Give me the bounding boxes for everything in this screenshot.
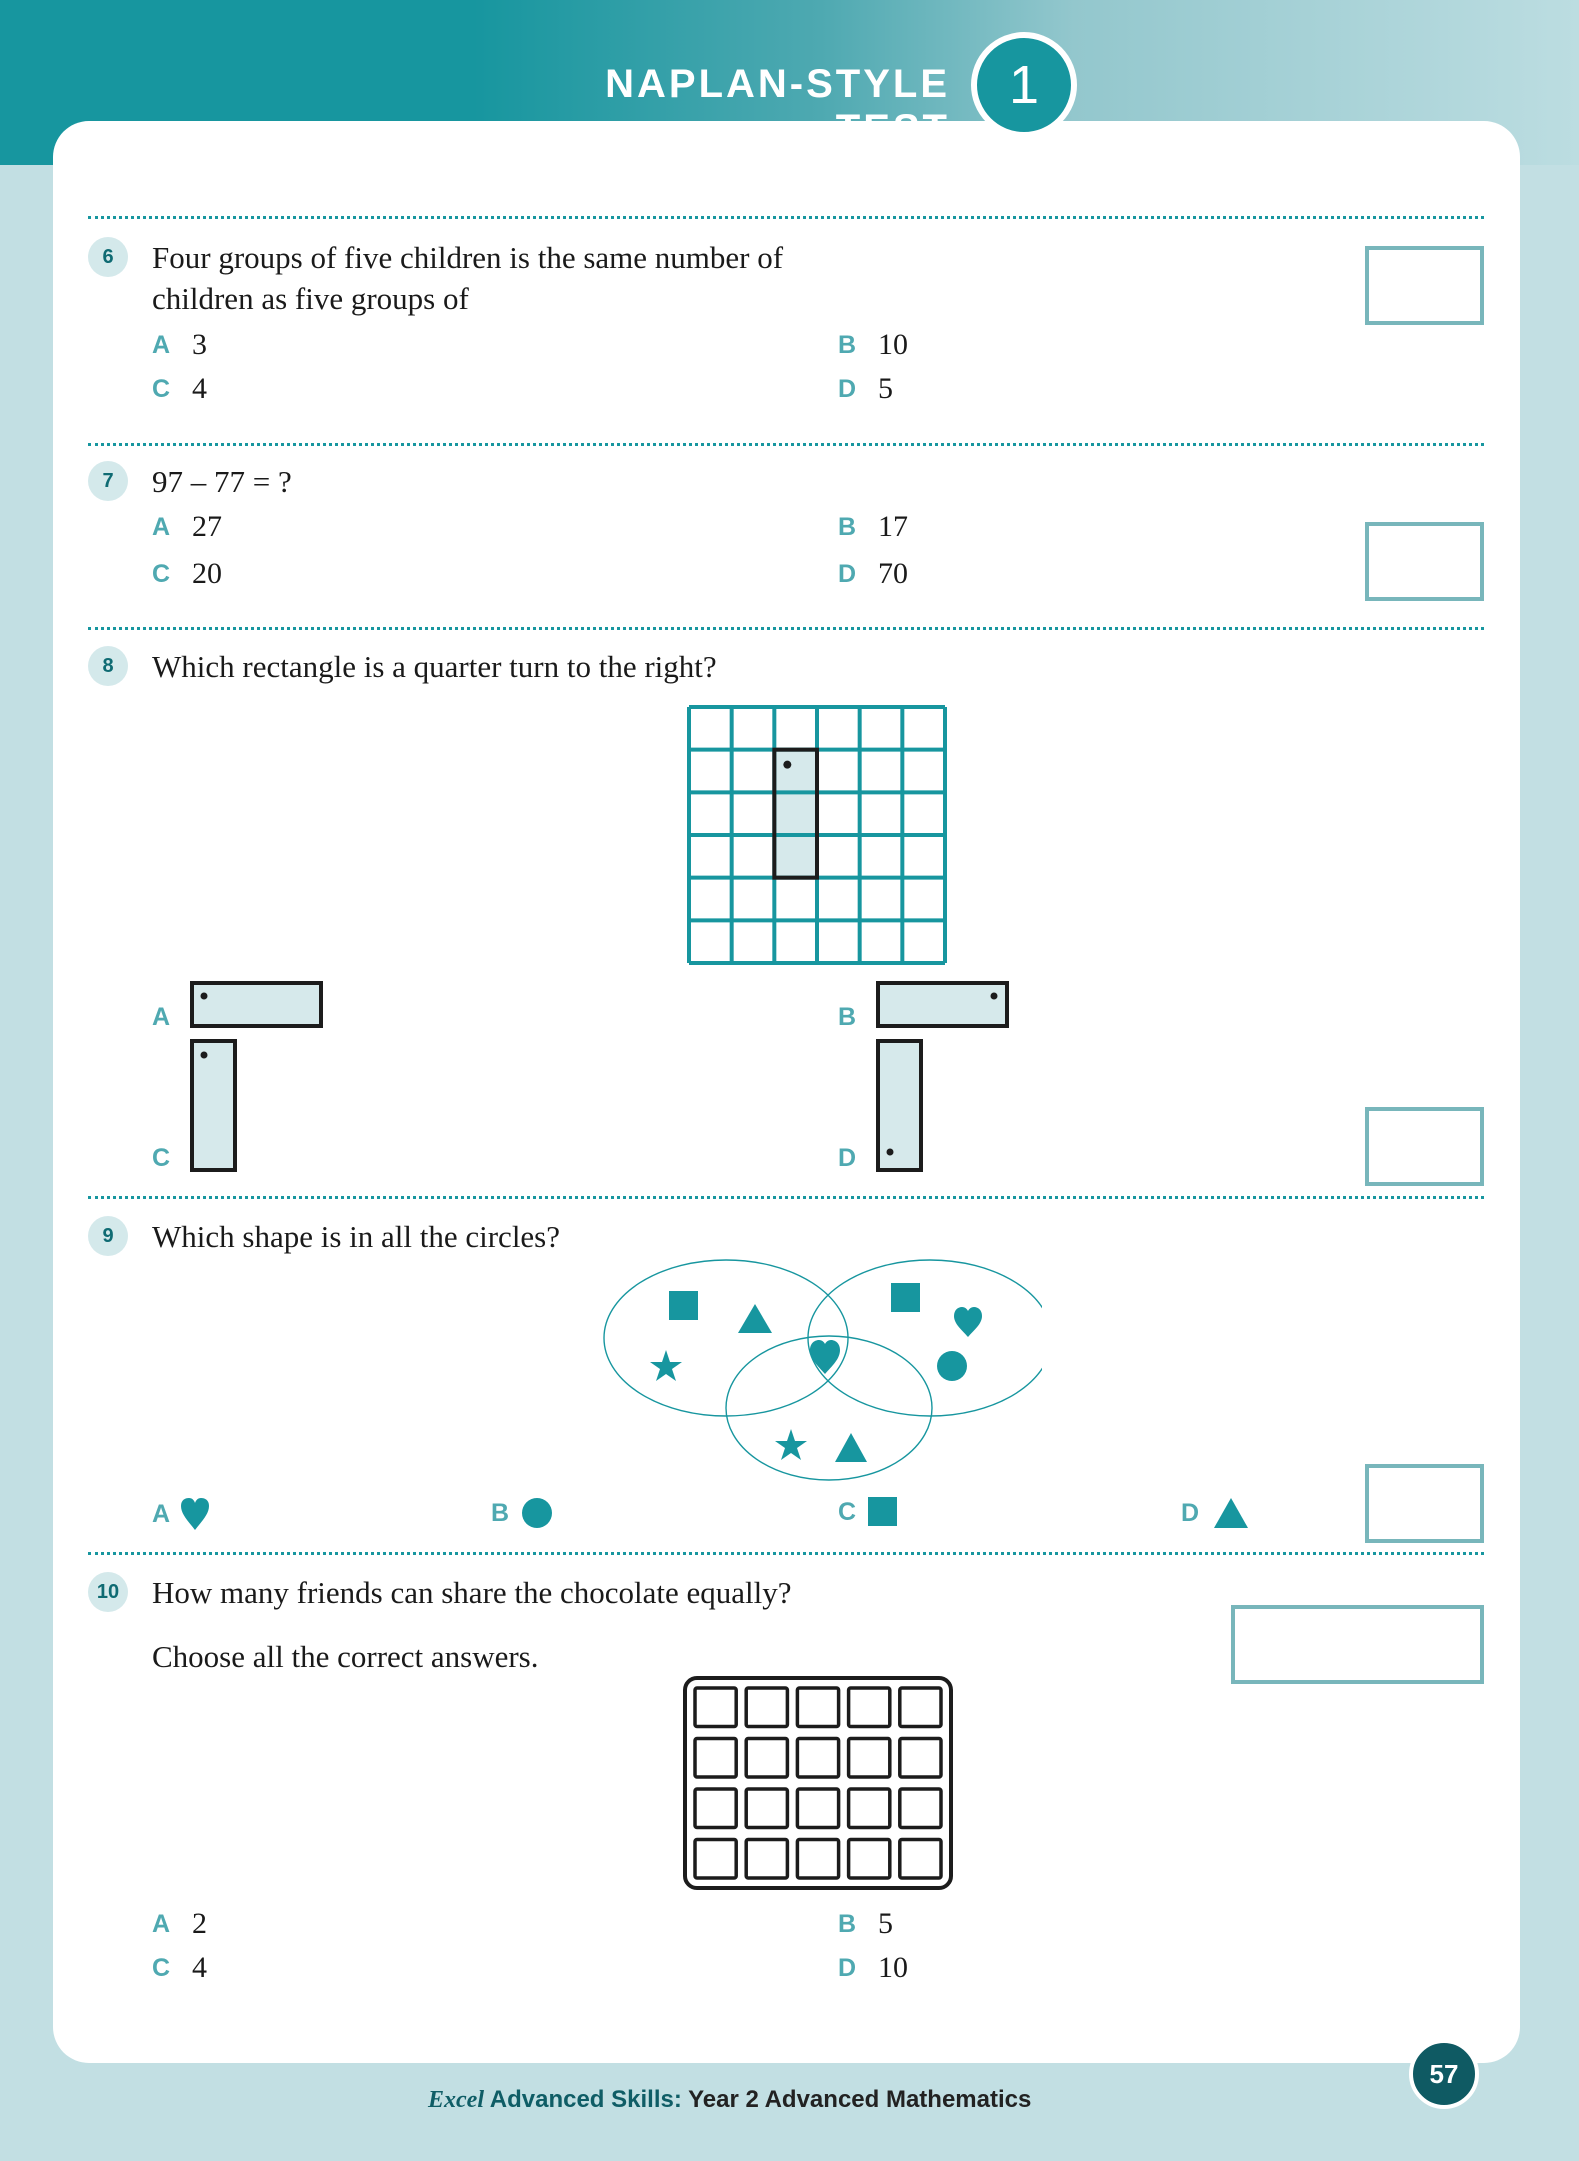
q8-option-b-rectangle[interactable] xyxy=(876,981,1010,1029)
option-letter: B xyxy=(491,1498,510,1527)
q8-option-c-rectangle[interactable] xyxy=(190,1039,238,1173)
venn-diagram xyxy=(590,1258,1042,1484)
grid-rectangle xyxy=(774,750,817,878)
option-value: 5 xyxy=(878,372,893,405)
heart-icon xyxy=(180,1497,210,1531)
question-number-9: 9 xyxy=(88,1216,128,1256)
option-letter: D xyxy=(838,559,857,588)
q7-option-d[interactable] xyxy=(838,557,908,591)
option-letter: D xyxy=(838,1144,857,1172)
option-letter: B xyxy=(838,512,857,541)
option-value: 4 xyxy=(192,1951,207,1984)
footer-series: Advanced Skills: xyxy=(489,2086,682,2113)
divider xyxy=(88,443,1484,446)
option-value: 4 xyxy=(192,372,207,405)
question-10-instruction: Choose all the correct answers. xyxy=(152,1639,539,1674)
venn-circle-right xyxy=(808,1260,1042,1416)
q7-option-a[interactable] xyxy=(152,510,222,544)
star-icon xyxy=(650,1350,682,1381)
q7-option-b[interactable] xyxy=(838,510,908,544)
rectangle-dot xyxy=(201,1052,208,1059)
q10-option-a[interactable] xyxy=(152,1907,207,1941)
option-letter: A xyxy=(152,1909,171,1938)
venn-circle-left xyxy=(604,1260,848,1416)
answer-box-8[interactable] xyxy=(1365,1107,1484,1186)
q10-option-b[interactable] xyxy=(838,1907,893,1941)
star-icon xyxy=(775,1429,807,1460)
option-letter: B xyxy=(838,1909,857,1938)
option-letter: C xyxy=(152,559,171,588)
option-value: 10 xyxy=(878,328,908,361)
question-number-7: 7 xyxy=(88,461,128,501)
q9-option-c[interactable] xyxy=(838,1497,898,1527)
question-6-text xyxy=(152,237,783,319)
option-letter: D xyxy=(838,374,857,403)
option-letter: C xyxy=(152,374,171,403)
circle-icon xyxy=(521,1497,553,1529)
footer-title: Year 2 Advanced Mathematics xyxy=(688,2086,1032,2113)
question-number-6: 6 xyxy=(88,237,128,277)
circle-icon xyxy=(937,1351,967,1381)
option-letter: A xyxy=(152,330,171,359)
q6-option-c[interactable] xyxy=(152,372,207,406)
triangle-icon xyxy=(738,1304,772,1333)
question-6-line2: children as five groups of xyxy=(152,281,469,316)
option-value: 17 xyxy=(878,510,908,543)
rectangle-dot xyxy=(783,761,791,769)
question-number-8: 8 xyxy=(88,646,128,686)
triangle-icon xyxy=(835,1433,867,1462)
chocolate-outline xyxy=(685,1678,951,1888)
rotation-grid xyxy=(686,704,948,966)
q9-option-a[interactable] xyxy=(152,1497,210,1531)
square-icon xyxy=(669,1291,698,1320)
option-letter: C xyxy=(152,1144,171,1172)
option-value: 3 xyxy=(192,328,207,361)
answer-box-6[interactable] xyxy=(1365,246,1484,325)
test-number-badge: 1 xyxy=(971,32,1077,138)
option-value: 10 xyxy=(878,1951,908,1984)
divider xyxy=(88,216,1484,219)
divider xyxy=(88,1552,1484,1555)
question-7-text: 97 – 77 = ? xyxy=(152,464,292,499)
q6-option-d[interactable] xyxy=(838,372,893,406)
option-value: 2 xyxy=(192,1907,207,1940)
q6-option-a[interactable] xyxy=(152,328,207,362)
question-6-line1: Four groups of five children is the same number of xyxy=(152,240,784,275)
footer-book-title xyxy=(428,2086,1031,2114)
option-value: 70 xyxy=(878,557,908,590)
option-value: 5 xyxy=(878,1907,893,1940)
option-letter: D xyxy=(838,1953,857,1982)
q9-option-b[interactable] xyxy=(491,1497,553,1529)
q8-option-b[interactable] xyxy=(838,1003,878,1032)
chocolate-bar xyxy=(682,1675,956,1893)
rectangle-dot xyxy=(201,993,208,1000)
heart-icon xyxy=(810,1340,840,1374)
option-letter: B xyxy=(838,1003,857,1031)
divider xyxy=(88,627,1484,630)
q8-option-d[interactable] xyxy=(838,1144,878,1173)
q8-option-a[interactable] xyxy=(152,1003,192,1032)
triangle-icon xyxy=(1213,1497,1249,1529)
question-9-text: Which shape is in all the circles? xyxy=(152,1219,561,1254)
heart-icon xyxy=(954,1307,982,1337)
q10-option-d[interactable] xyxy=(838,1951,908,1985)
rectangle-dot xyxy=(991,993,998,1000)
option-letter: A xyxy=(152,1499,171,1528)
option-value: 27 xyxy=(192,510,222,543)
square-icon xyxy=(868,1497,898,1527)
q8-option-d-rectangle[interactable] xyxy=(876,1039,924,1173)
q8-option-a-rectangle[interactable] xyxy=(190,981,324,1029)
option-letter: A xyxy=(152,1003,171,1031)
divider xyxy=(88,1196,1484,1199)
footer-brand: Excel xyxy=(428,2087,484,2113)
page-title: NAPLAN-STYLE TEST xyxy=(605,62,950,151)
answer-box-9[interactable] xyxy=(1365,1464,1484,1543)
q7-option-c[interactable] xyxy=(152,557,222,591)
option-letter: D xyxy=(1181,1498,1200,1527)
question-number-10: 10 xyxy=(88,1572,128,1612)
option-letter: B xyxy=(838,330,857,359)
q10-option-c[interactable] xyxy=(152,1951,207,1985)
option-letter: C xyxy=(152,1953,171,1982)
question-8-text: Which rectangle is a quarter turn to the right? xyxy=(152,649,717,684)
q9-option-d[interactable] xyxy=(1181,1497,1249,1529)
option-letter: A xyxy=(152,512,171,541)
question-10-text: How many friends can share the chocolate equally? xyxy=(152,1575,792,1610)
answer-box-10[interactable] xyxy=(1231,1605,1484,1684)
square-icon xyxy=(891,1283,920,1312)
rectangle-dot xyxy=(887,1149,894,1156)
q8-option-c[interactable] xyxy=(152,1144,192,1173)
option-value: 20 xyxy=(192,557,222,590)
q6-option-b[interactable] xyxy=(838,328,908,362)
option-letter: C xyxy=(838,1497,857,1526)
answer-box-7[interactable] xyxy=(1365,522,1484,601)
page-number: 57 xyxy=(1409,2039,1479,2109)
